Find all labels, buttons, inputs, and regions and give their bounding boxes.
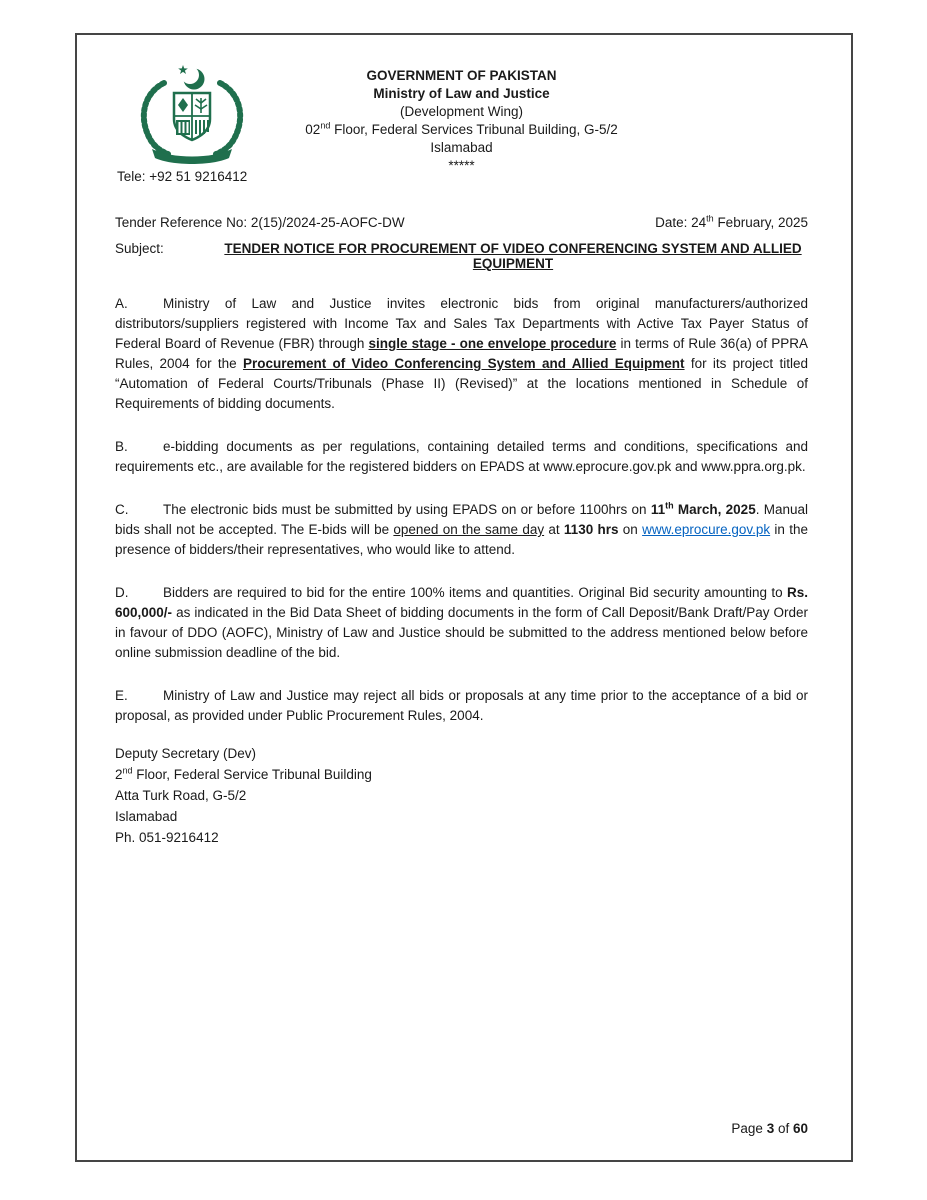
notice-paragraph-b: B. e-bidding documents as per regulations, containing detailed terms and conditions, specifications and requirements etc., are available for the registered bidders on EPADS at www.eprocure.gov.pk and www.ppra.org.pk. bbox=[115, 439, 808, 474]
notice-paragraph-a: A. Ministry of Law and Justice invites electronic bids from original manufacturers/authorized distributors/suppliers registered with Income Tax and Sales Tax Departments with Active Tax Payer Status of Federal Board of Revenue (FBR) through single stage - one envelope procedure in terms of Rule 36(a) of PPRA Rules, 2004 for the Procurement of Video Conferencing System and Allied Equipment for its project titled “Automation of Federal Courts/Tribunals (Phase II) (Revised)” at the locations mentioned in Schedule of Requirements of bidding documents. bbox=[115, 296, 808, 411]
paragraph-letter: D. bbox=[115, 585, 129, 600]
signature-block bbox=[115, 743, 808, 848]
date-line: Date: 24th February, 2025 bbox=[655, 213, 808, 230]
paragraph-letter: A. bbox=[115, 296, 128, 311]
notice-paragraph-c: C. The electronic bids must be submitted by using EPADS on or before 1100hrs on 11th March, 2025. Manual bids shall not be accepted. The E-bids will be opened on the same day at 1130 hrs on www.eprocure.gov.pk in the presence of bidders/their representatives, who would like to attend. bbox=[115, 500, 809, 557]
signature-line: 2nd Floor, Federal Service Tribunal Building bbox=[115, 765, 372, 782]
signature-line: Ph. 051-9216412 bbox=[115, 830, 219, 845]
ministry-name: Ministry of Law and Justice bbox=[373, 86, 550, 101]
subject-label: Subject: bbox=[115, 241, 164, 256]
tender-reference: Tender Reference No: 2(15)/2024-25-AOFC-DW bbox=[115, 215, 405, 230]
city-line: Islamabad bbox=[430, 140, 493, 155]
org-name: GOVERNMENT OF PAKISTAN bbox=[366, 68, 557, 83]
address-line: 02nd Floor, Federal Services Tribunal Building, G-5/2 bbox=[305, 120, 618, 137]
telephone-line: Tele: +92 51 9216412 bbox=[117, 169, 248, 184]
reference-row bbox=[115, 215, 808, 230]
paragraph-letter: E. bbox=[115, 688, 128, 703]
wreath-left bbox=[144, 83, 168, 154]
subject-title: TENDER NOTICE FOR PROCUREMENT OF VIDEO CONFERENCING SYSTEM AND ALLIED EQUIPMENT bbox=[224, 241, 802, 271]
document-border-frame bbox=[75, 33, 853, 1162]
signature-line: Deputy Secretary (Dev) bbox=[115, 746, 257, 761]
wreath-right bbox=[216, 83, 240, 154]
subject-row bbox=[115, 241, 808, 271]
tea-motif bbox=[176, 120, 190, 135]
wing-name: (Development Wing) bbox=[399, 104, 524, 119]
paragraph-letter: C. bbox=[115, 502, 129, 517]
paragraph-letter: B. bbox=[115, 439, 128, 454]
pakistan-state-emblem-logo bbox=[130, 65, 254, 165]
signature-line: Islamabad bbox=[115, 809, 178, 824]
notice-paragraph-e: E. Ministry of Law and Justice may reject all bids or proposals at any time prior to the acceptance of a bid or proposal, as provided under Public Procurement Rules, 2004. bbox=[115, 688, 808, 723]
eprocure-hyperlink[interactable]: www.eprocure.gov.pk bbox=[642, 522, 771, 537]
signature-line: Atta Turk Road, G-5/2 bbox=[115, 788, 247, 803]
notice-paragraph-d: D. Bidders are required to bid for the entire 100% items and quantities. Original Bid security amounting to Rs. 600,000/- as indicated in the Bid Data Sheet of bidding documents in the form of Call Deposit/Bank Draft/Pay Order in favour of DDO (AOFC), Ministry of Law and Justice should be submitted to the address mentioned below before online submission deadline of the bid. bbox=[115, 585, 808, 660]
page-number-footer: Page 3 of 60 bbox=[731, 1121, 808, 1136]
letterhead bbox=[115, 65, 808, 215]
separator-stars: ***** bbox=[448, 158, 475, 173]
